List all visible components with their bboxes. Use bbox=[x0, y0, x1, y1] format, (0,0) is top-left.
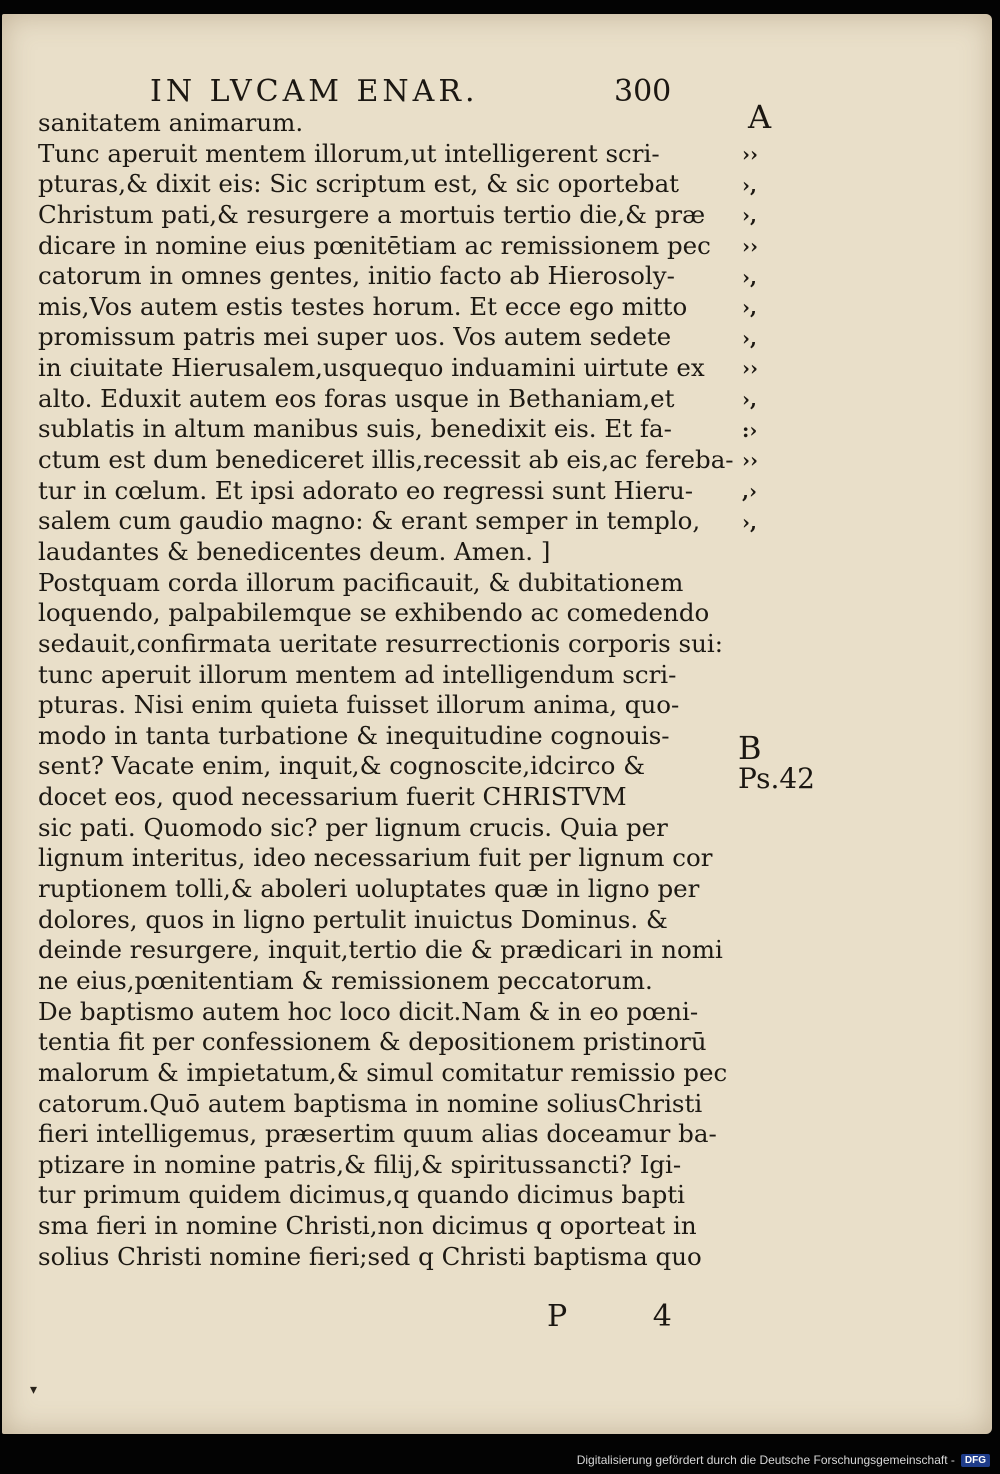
footer-text: Digitalisierung gefördert durch die Deutsche Forschungsgemeinschaft - bbox=[576, 1453, 955, 1467]
text-line: tentia fit per confessionem & depositionem pristinorū bbox=[38, 1027, 707, 1057]
text-line: alto. Eduxit autem eos foras usque in Bethaniam,et bbox=[38, 383, 675, 413]
ink-dot: ▾ bbox=[30, 1382, 38, 1398]
quotation-marks-column bbox=[742, 139, 792, 537]
text-line: sma fieri in nomine Christi,non dicimus q oporteat in bbox=[38, 1211, 697, 1241]
text-line: sublatis in altum manibus suis, benedixit eis. Et fa- bbox=[38, 414, 672, 444]
text-line: catorum in omnes gentes, initio facto ab Hierosoly- bbox=[38, 261, 675, 291]
text-line: tunc aperuit illorum mentem ad intelligendum scri- bbox=[38, 659, 677, 689]
quote-mark: ›› bbox=[742, 233, 758, 258]
book-page bbox=[2, 14, 992, 1434]
text-block bbox=[38, 108, 738, 1272]
text-line: modo in tanta turbatione & inequitudine cognouis- bbox=[38, 720, 670, 750]
text-line: catorum.Quō autem baptisma in nomine soliusChristi bbox=[38, 1088, 703, 1118]
quote-mark: ›› bbox=[742, 448, 758, 473]
text-line: pturas,& dixit eis: Sic scriptum est, & sic oportebat bbox=[38, 169, 680, 199]
page-number: 300 bbox=[614, 74, 672, 109]
quote-mark: :› bbox=[742, 417, 758, 442]
text-line: promissum patris mei super uos. Vos autem sedete bbox=[38, 322, 672, 352]
quote-mark: ›, bbox=[742, 509, 757, 534]
quote-mark: ›, bbox=[742, 387, 757, 412]
text-line: solius Christi nomine fieri;sed q Christi baptisma quo bbox=[38, 1241, 702, 1271]
text-line: salem cum gaudio magno: & erant semper in templo, bbox=[38, 506, 701, 536]
text-line: docet eos, quod necessarium fuerit CHRISTVM bbox=[38, 782, 627, 812]
dfg-logo-icon: DFG bbox=[961, 1454, 990, 1467]
text-line: mis,Vos autem estis testes horum. Et ecce ego mitto bbox=[38, 291, 688, 321]
margin-letter-b: B bbox=[738, 729, 762, 767]
margin-reference: Ps.42 bbox=[738, 762, 815, 795]
text-line: dolores, quos in ligno pertulit inuictus Dominus. & bbox=[38, 904, 668, 934]
digitization-footer bbox=[577, 1453, 990, 1467]
quote-mark: ›› bbox=[742, 142, 758, 166]
text-line: sedauit,confirmata ueritate resurrectionis corporis sui: bbox=[38, 628, 723, 658]
text-line: ruptionem tolli,& aboleri uoluptates quæ in ligno per bbox=[38, 874, 700, 904]
text-line: loquendo, palpabilemque se exhibendo ac comedendo bbox=[38, 598, 710, 628]
quote-mark: ›› bbox=[742, 356, 758, 381]
quote-mark: ,› bbox=[742, 479, 757, 504]
text-line: ne eius,pœnitentiam & remissionem peccatorum. bbox=[38, 965, 653, 995]
text-line: sanitatem animarum. bbox=[38, 108, 304, 137]
text-line: deinde resurgere, inquit,tertio die & prædicari in nomi bbox=[38, 935, 723, 965]
text-line: Postquam corda illorum pacificauit, & dubitationem bbox=[38, 567, 684, 597]
text-line: pturas. Nisi enim quieta fuisset illorum anima, quo- bbox=[38, 690, 680, 720]
text-line: fieri intelligemus, præsertim quum alias doceamur ba- bbox=[38, 1119, 717, 1149]
text-line: dicare in nomine eius pœnitētiam ac remissionem pec bbox=[38, 230, 711, 260]
text-line: tur primum quidem dicimus,q quando dicimus bapti bbox=[38, 1180, 685, 1210]
signature-mark: P 4 bbox=[547, 1299, 710, 1334]
running-title: IN LVCAM ENAR. bbox=[150, 74, 479, 109]
text-line: De baptismo autem hoc loco dicit.Nam & in eo pœni- bbox=[38, 996, 699, 1026]
text-line: laudantes & benedicentes deum. Amen. ] bbox=[38, 536, 551, 566]
text-line: malorum & impietatum,& simul comitatur remissio pec bbox=[38, 1057, 728, 1087]
text-line: Christum pati,& resurgere a mortuis tertio die,& præ bbox=[38, 199, 706, 229]
quote-mark: ›, bbox=[742, 264, 757, 289]
quote-mark: ›, bbox=[742, 172, 757, 197]
text-line: tur in cœlum. Et ipsi adorato eo regressi sunt Hieru- bbox=[38, 475, 694, 505]
text-line: ctum est dum benediceret illis,recessit ab eis,ac fereba- bbox=[38, 445, 734, 475]
quote-mark: ›, bbox=[742, 295, 757, 320]
text-line: Tunc aperuit mentem illorum,ut intelligerent scri- bbox=[38, 138, 660, 168]
text-line: ptizare in nomine patris,& filij,& spiritussancti? Igi- bbox=[38, 1149, 682, 1179]
margin-letter-a: A bbox=[748, 98, 772, 136]
text-line: lignum interitus, ideo necessarium fuit per lignum cor bbox=[38, 843, 713, 873]
text-line: in ciuitate Hierusalem,usquequo induamini uirtute ex bbox=[38, 353, 705, 383]
quote-mark: ›, bbox=[742, 203, 757, 228]
text-line: sent? Vacate enim, inquit,& cognoscite,idcirco & bbox=[38, 751, 645, 781]
text-line: sic pati. Quomodo sic? per lignum crucis. Quia per bbox=[38, 812, 668, 842]
quote-mark: ›, bbox=[742, 325, 757, 350]
